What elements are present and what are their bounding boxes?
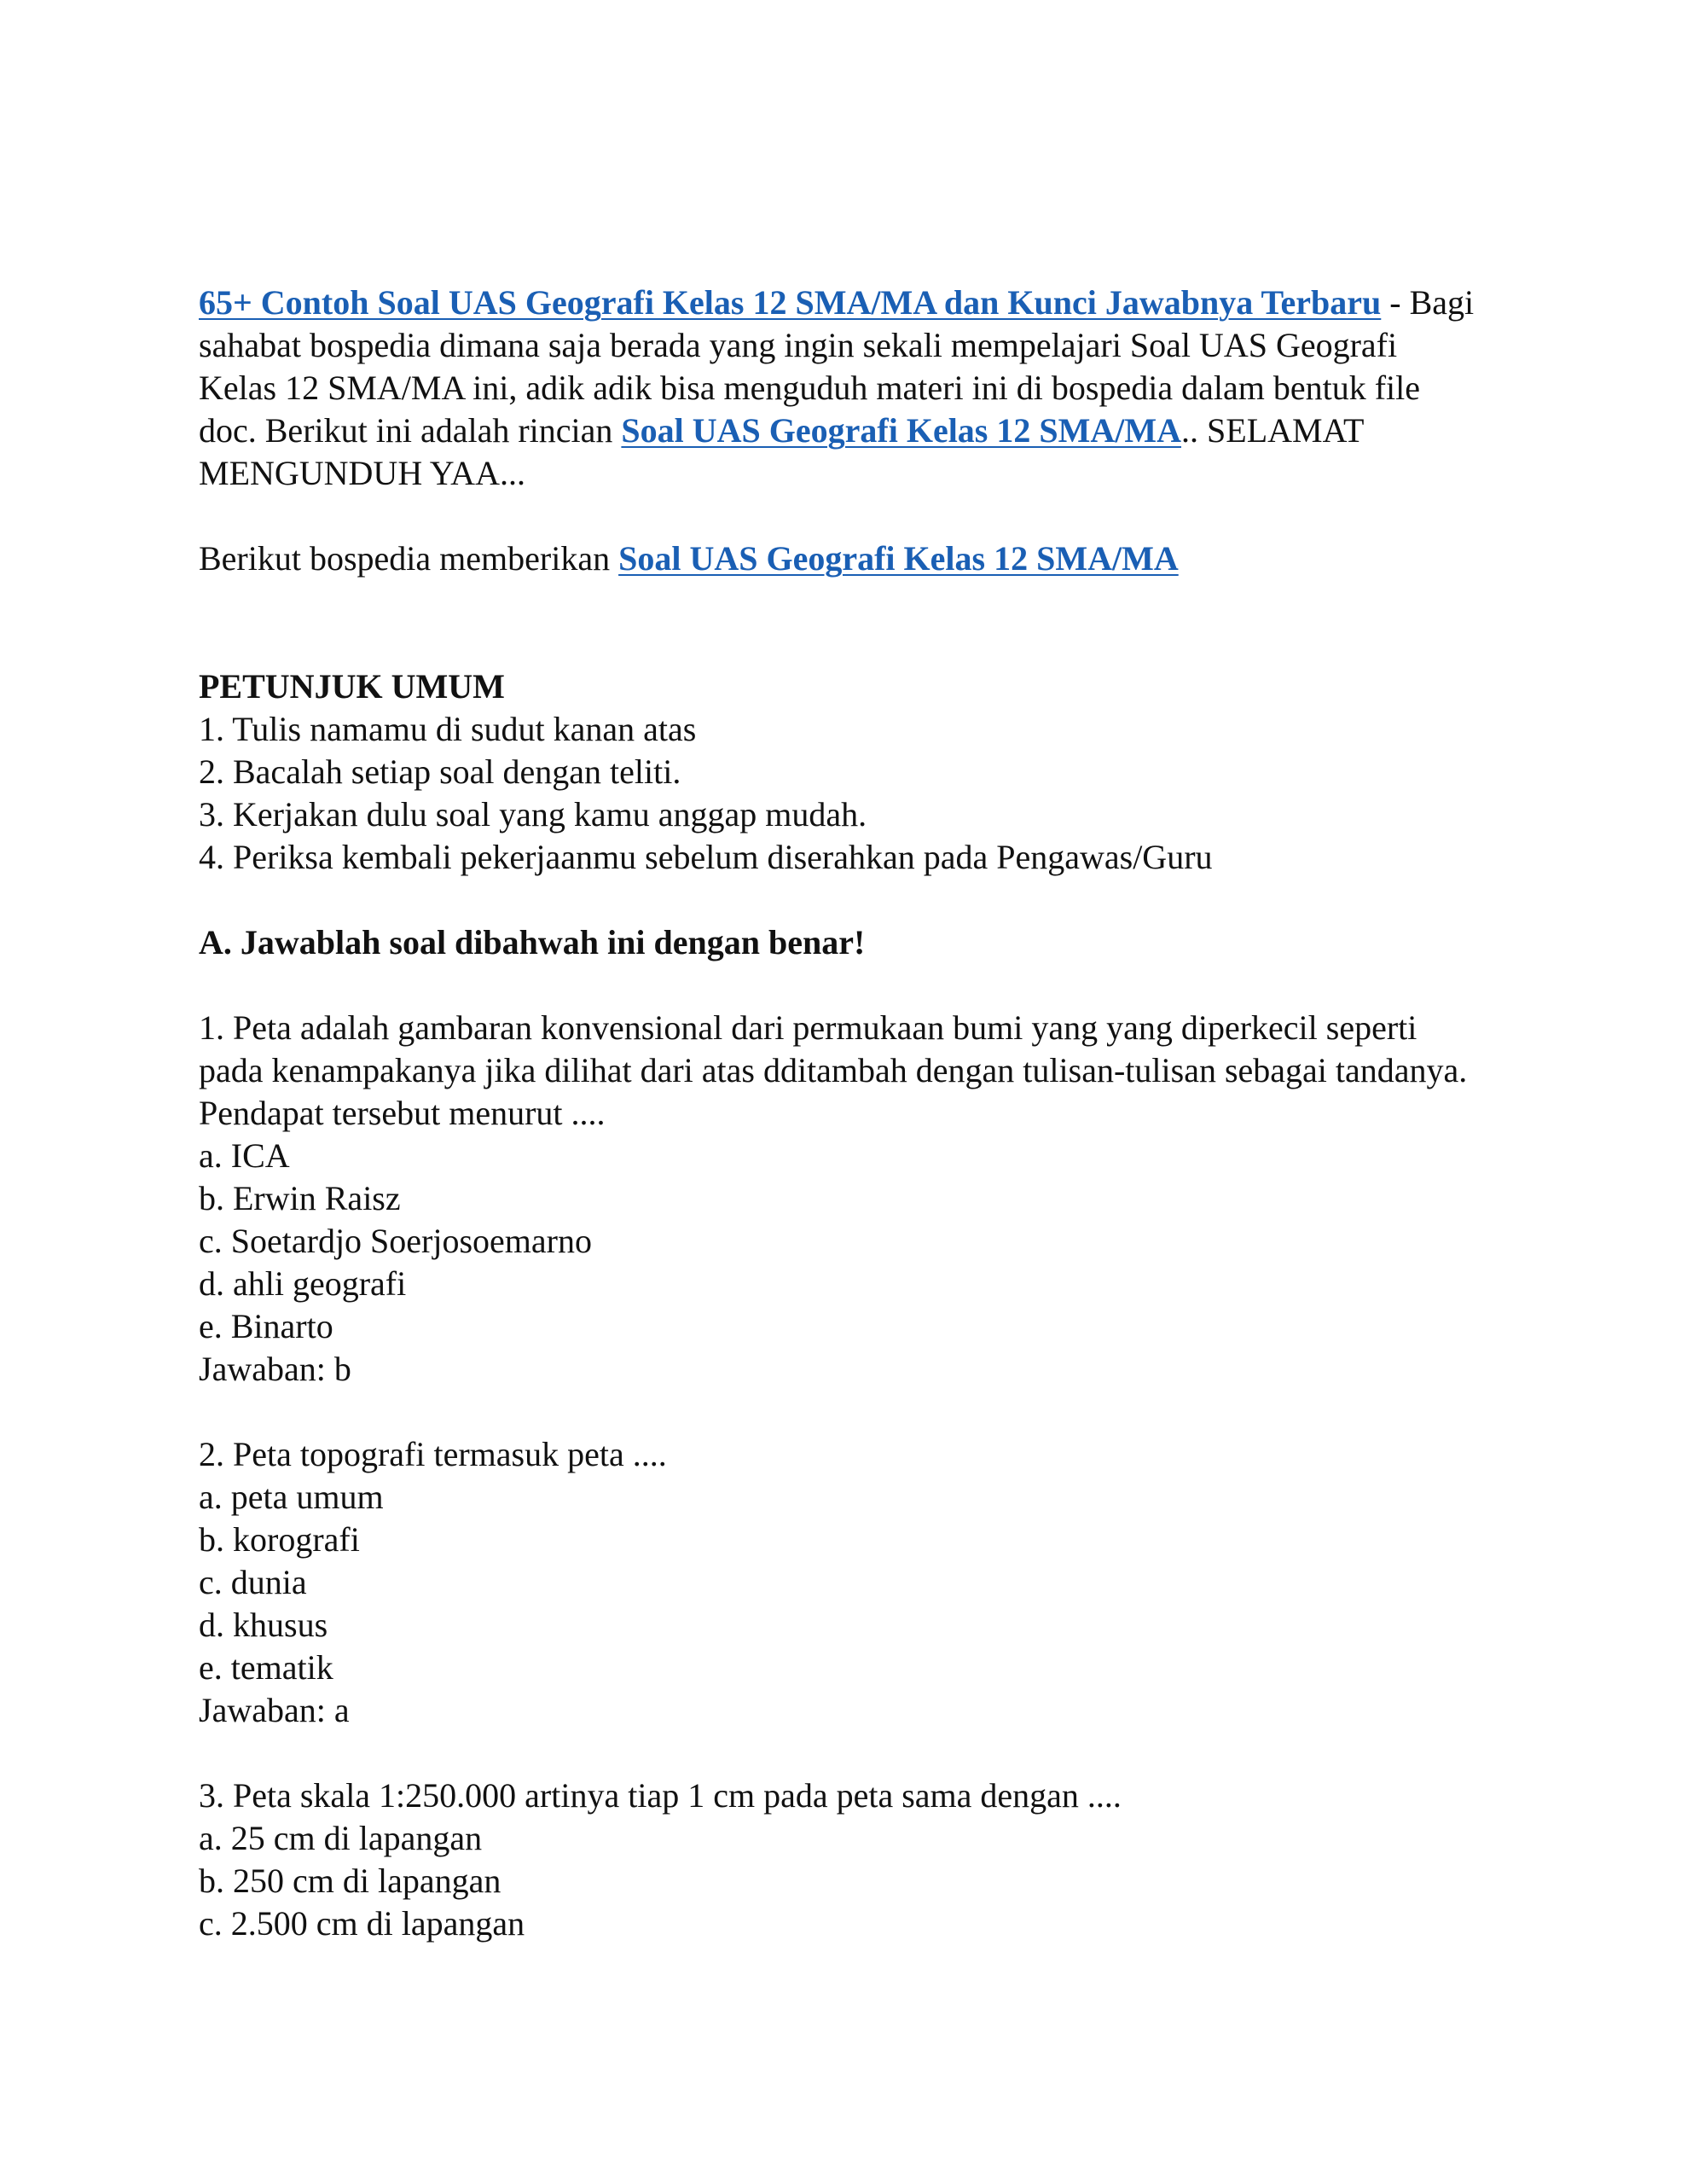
instruction-item: 2. Bacalah setiap soal dengan teliti.: [199, 752, 681, 791]
question-1-text: 1. Peta adalah gambaran konvensional dari permukaan bumi yang yang diperkecil seperti pada kenampakanya jika dilihat dari atas dditambah dengan tulisan-tulisan sebagai tandanya. Pendapat tersebut menurut ....: [199, 1008, 1468, 1132]
question-1-answer: Jawaban: b: [199, 1350, 351, 1388]
article-title-link[interactable]: 65+ Contoh Soal UAS Geografi Kelas 12 SMA/MA dan Kunci Jawabnya Terbaru: [199, 283, 1382, 322]
question-1-option: e. Binarto: [199, 1307, 333, 1345]
intro2-paragraph: [199, 537, 1478, 580]
soal-uas-link[interactable]: Soal UAS Geografi Kelas 12 SMA/MA: [621, 411, 1182, 450]
question-1-option: a. ICA: [199, 1136, 290, 1175]
question-2-answer: Jawaban: a: [199, 1691, 350, 1729]
question-2-text: 2. Peta topografi termasuk peta ....: [199, 1435, 667, 1473]
instruction-item: 1. Tulis namamu di sudut kanan atas: [199, 710, 697, 748]
question-1-option: d. ahli geografi: [199, 1264, 407, 1303]
intro2-link[interactable]: Soal UAS Geografi Kelas 12 SMA/MA: [618, 539, 1179, 578]
question-2-option: c. dunia: [199, 1563, 307, 1601]
intro-text: - Bagi sahabat bospedia dimana saja berada yang ingin sekali mempelajari Soal UAS Geografi Kelas 12 SMA/MA ini, adik adik bisa menguduh materi ini di bospedia dalam bentuk file doc. Berikut ini adalah rincian: [199, 283, 1475, 450]
question-3-text: 3. Peta skala 1:250.000 artinya tiap 1 cm pada peta sama dengan ....: [199, 1776, 1122, 1815]
instruction-item: 3. Kerjakan dulu soal yang kamu anggap mudah.: [199, 795, 867, 834]
question-2-option: e. tematik: [199, 1648, 333, 1687]
instruction-item: 4. Periksa kembali pekerjaanmu sebelum diserahkan pada Pengawas/Guru: [199, 838, 1213, 876]
document-page: [199, 282, 1478, 1945]
question-1-option: b. Erwin Raisz: [199, 1179, 401, 1217]
question-3-option: a. 25 cm di lapangan: [199, 1819, 483, 1857]
question-3-option: b. 250 cm di lapangan: [199, 1862, 501, 1900]
question-2-option: b. korografi: [199, 1520, 360, 1559]
intro-closing-text: .. SELAMAT MENGUNDUH YAA...: [199, 411, 1364, 492]
instructions-heading: PETUNJUK UMUM: [199, 667, 505, 706]
question-1-option: c. Soetardjo Soerjosoemarno: [199, 1222, 592, 1260]
question-3-option: c. 2.500 cm di lapangan: [199, 1904, 525, 1943]
intro2-text: Berikut bospedia memberikan: [199, 539, 619, 578]
question-2-option: d. khusus: [199, 1606, 328, 1644]
intro-paragraph: [199, 282, 1478, 495]
question-2-option: a. peta umum: [199, 1478, 384, 1516]
section-a-heading: A. Jawablah soal dibahwah ini dengan benar!: [199, 923, 866, 961]
